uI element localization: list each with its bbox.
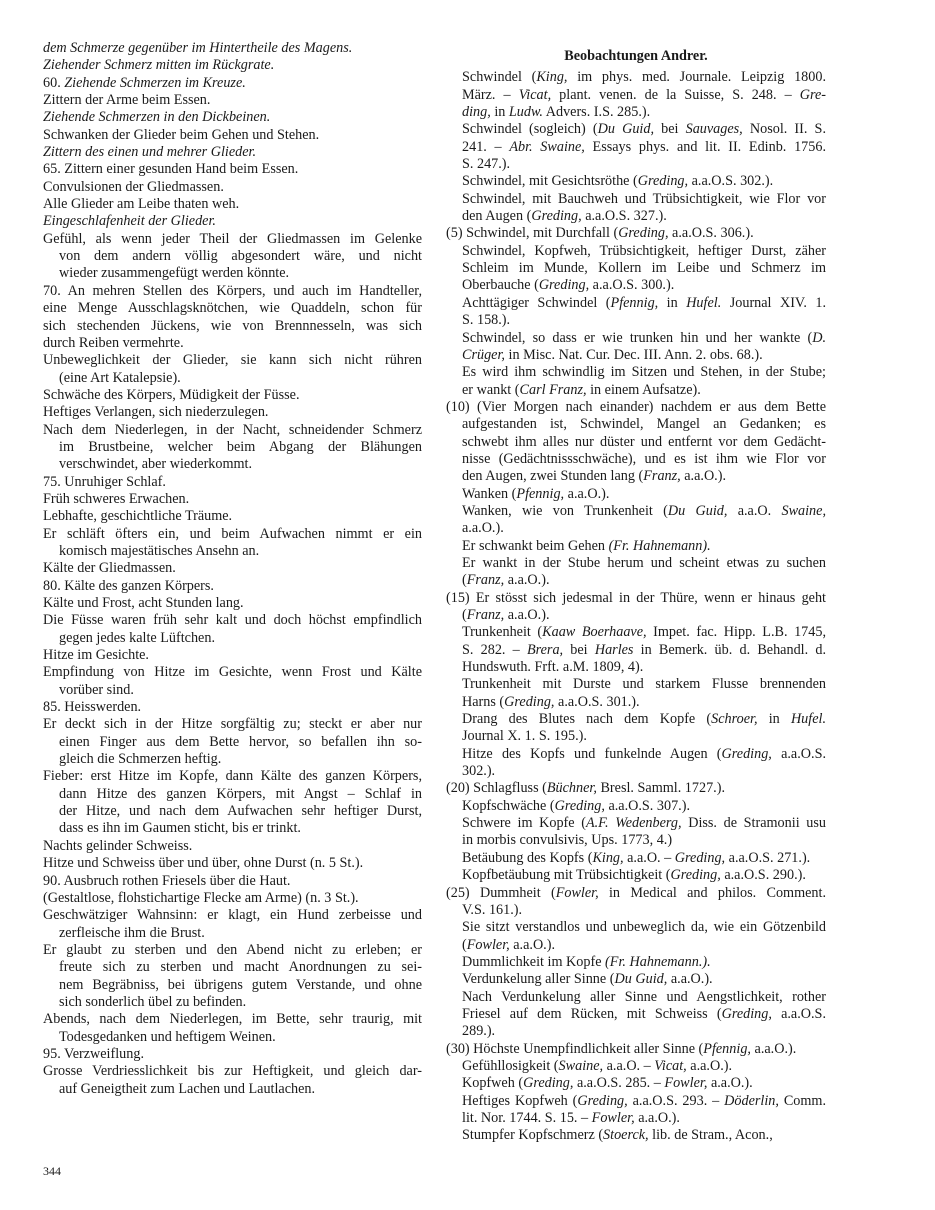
text-line: Sie sitzt verstandlos und unbeweglich da, wie ein Götzenbild: [462, 919, 826, 936]
entry: [446, 850, 826, 867]
entry: [43, 612, 422, 647]
entry: [446, 989, 826, 1041]
text-line: Friesel auf dem Rücken, mit Schweiss (Greding, a.a.O.S.: [462, 1005, 826, 1022]
text-line: (Gestaltlose, flohstichartige Flecke am Arme) (n. 3 St.).: [43, 889, 359, 906]
text-line: Er schläft öfters ein, und beim Aufwachen nimmt er ein: [43, 525, 422, 542]
entry: [43, 907, 422, 942]
left-column: [43, 40, 422, 1098]
text-line: eine Menge Ausschlagsknötchen, wie Quaddeln, schon für: [43, 300, 422, 317]
entry: [43, 352, 422, 387]
text-line: ding, in Ludw. Advers. I.S. 285.).: [462, 104, 651, 121]
entry: [43, 664, 422, 699]
text-line: Hundswuth. Frft. a.M. 1809, 4).: [462, 659, 644, 676]
text-line: Eingeschlafenheit der Glieder.: [43, 213, 216, 230]
text-line: März. – Vicat, plant. venen. de la Suisse, S. 248. – Gre-: [462, 86, 827, 103]
entry: [446, 503, 826, 538]
text-line: dann Hitze des ganzen Körpers, mit Angst – Schlaf in: [59, 785, 422, 802]
text-line: Betäubung des Kopfs (King, a.a.O. – Greding, a.a.O.S. 271.).: [462, 849, 811, 866]
text-line: vorüber sind.: [59, 681, 134, 698]
text-line: sich stechenden Jückens, wie von Brennnesseln, was sich: [43, 317, 422, 334]
text-line: komisch majestätisches Ansehn an.: [59, 542, 260, 559]
entry: [43, 855, 422, 872]
text-line: Hitze im Gesichte.: [43, 647, 149, 664]
text-line: Harns (Greding, a.a.O.S. 301.).: [462, 693, 640, 710]
entry: [446, 1075, 826, 1092]
text-line: 241. – Abr. Swaine, Essays phys. and lit. II. Edinb. 1756.: [462, 138, 826, 155]
text-line: Schleim im Munde, Kollern im Leibe und Schmerz im: [462, 260, 826, 277]
text-line: Schwindel, Kopfweh, Trübsichtigkeit, heftiger Durst, zäher: [462, 242, 826, 259]
text-line: aufgestanden ist, Schwindel, Mangel an Gedanken; es: [462, 416, 826, 433]
right-column-entries: [446, 69, 826, 1144]
text-line: Nach Verdunkelung aller Sinne und Aengstlichkeit, rother: [462, 988, 826, 1005]
entry: [43, 213, 422, 230]
entry: [446, 295, 826, 330]
entry: [446, 1127, 826, 1144]
text-line: Er deckt sich in der Hitze sorgfältig zu; steckt er aber nur: [43, 716, 422, 733]
text-line: Journal X. 1. S. 195.).: [462, 728, 587, 745]
text-line: V.S. 161.).: [462, 901, 523, 918]
numbered-entry: [43, 873, 422, 890]
text-line: (30) Höchste Unempfindlichkeit aller Sinne (Pfennig, a.a.O.).: [446, 1040, 797, 1057]
entry: [43, 1011, 422, 1046]
text-line: den Augen, zwei Stunden lang (Franz, a.a.O.).: [462, 468, 727, 485]
text-line: Achttägiger Schwindel (Pfennig, in Hufel. Journal XIV. 1.: [462, 294, 826, 311]
entry: [446, 555, 826, 590]
entry: [43, 92, 422, 109]
entry: [43, 508, 422, 525]
text-line: Er wankt in der Stube herum und scheint etwas zu suchen: [462, 554, 826, 571]
entry: [446, 173, 826, 190]
text-line: Stumpfer Kopfschmerz (Stoerck, lib. de Stram., Acon.,: [462, 1127, 773, 1144]
text-line: Gefühl, als wenn jeder Theil der Gliedmassen im Gelenke: [43, 230, 422, 247]
entry: [446, 798, 826, 815]
entry: [43, 387, 422, 404]
text-line: (25) Dummheit (Fowler, in Medical and philos. Comment.: [446, 884, 826, 901]
entry: [43, 890, 422, 907]
text-line: (20) Schlagfluss (Büchner, Bresl. Samml. 1727.).: [446, 780, 725, 797]
entry: [43, 838, 422, 855]
text-line: Kopfbetäubung mit Trübsichtigkeit (Greding, a.a.O.S. 290.).: [462, 867, 806, 884]
text-line: Empfindung von Hitze im Gesichte, wenn Frost und Kälte: [43, 664, 422, 681]
text-line: Nachts gelinder Schweiss.: [43, 837, 193, 854]
text-line: Schwanken der Glieder beim Gehen und Stehen.: [43, 126, 320, 143]
text-line: nem Begräbniss, bei übrigens gutem Verstande, und ohne: [59, 976, 422, 993]
text-line: 302.).: [462, 763, 496, 780]
text-line: lit. Nor. 1744. S. 15. – Fowler, a.a.O.).: [462, 1109, 680, 1126]
page-number: 344: [43, 1164, 61, 1178]
entry: [43, 144, 422, 161]
entry: [43, 179, 422, 196]
text-line: Schwere im Kopfe (A.F. Wedenberg, Diss. de Stramonii usu: [462, 815, 826, 832]
text-line: Hitze und Schweiss über und über, ohne Durst (n. 5 St.).: [43, 855, 364, 872]
entry: [446, 954, 826, 971]
text-line: Dummlichkeit im Kopfe (Fr. Hahnemann.).: [462, 953, 711, 970]
text-line: (Franz, a.a.O.).: [462, 607, 550, 623]
text-line: Ziehende Schmerzen in den Dickbeinen.: [43, 109, 271, 126]
text-line: Nach dem Niederlegen, in der Nacht, schneidender Schmerz: [43, 421, 422, 438]
text-line: auf Geneigtheit zum Lachen und Lautlachen.: [59, 1080, 316, 1097]
text-line: (10) (Vier Morgen nach einander) nachdem er aus dem Bette: [446, 398, 826, 415]
numbered-entry: [43, 474, 422, 491]
text-line: 85. Heisswerden.: [43, 699, 142, 716]
text-line: Die Füsse waren früh sehr kalt und doch höchst empfindlich: [43, 612, 422, 629]
entry: [446, 971, 826, 988]
text-line: er wankt (Carl Franz, in einem Aufsatze).: [462, 381, 701, 398]
text-line: Alle Glieder am Leibe thaten weh.: [43, 196, 240, 213]
entry: [446, 243, 826, 295]
entry: [43, 491, 422, 508]
entry: [446, 1093, 826, 1128]
numbered-entry: [43, 283, 422, 352]
text-line: Crüger, in Misc. Nat. Cur. Dec. III. Ann. 2. obs. 68.).: [462, 346, 763, 363]
numbered-entry: [446, 590, 826, 625]
text-line: Kälte und Frost, acht Stunden lang.: [43, 595, 244, 611]
entry: [43, 1063, 422, 1098]
numbered-entry: [43, 1046, 422, 1063]
text-line: S. 158.).: [462, 312, 511, 329]
text-line: (Fowler, a.a.O.).: [462, 936, 556, 953]
text-line: Schwindel, so dass er wie trunken hin und her wankte (D.: [462, 329, 826, 346]
entry: [446, 711, 826, 746]
text-line: a.a.O.).: [462, 520, 504, 537]
numbered-entry: [446, 225, 826, 242]
text-line: Kälte der Gliedmassen.: [43, 560, 176, 577]
text-line: von dem andern völlig abgesondert wäre, und nicht: [59, 248, 422, 265]
entry: [43, 942, 422, 1011]
text-line: verschwindet, aber wiederkommt.: [59, 456, 253, 473]
text-line: Heftiges Kopfweh (Greding, a.a.O.S. 293. – Döderlin, Comm.: [462, 1092, 826, 1109]
entry: [446, 867, 826, 884]
text-line: (eine Art Katalepsie).: [59, 369, 181, 386]
entry: [446, 330, 826, 365]
entry: [43, 196, 422, 213]
text-line: Es wird ihm schwindlig im Sitzen und Stehen, in der Stube;: [462, 364, 826, 381]
text-line: Todesgedanken und heftigem Weinen.: [59, 1028, 276, 1045]
section-heading: Beobachtungen Andrer.: [564, 48, 708, 64]
numbered-entry: [446, 399, 826, 486]
text-line: durch Reiben vermehrte.: [43, 334, 184, 351]
text-line: Er schwankt beim Gehen (Fr. Hahnemann).: [462, 537, 711, 554]
entry: [43, 768, 422, 837]
text-line: Convulsionen der Gliedmassen.: [43, 178, 224, 195]
entry: [446, 121, 826, 173]
text-line: Drang des Blutes nach dem Kopfe (Schroer, in Hufel.: [462, 711, 827, 728]
text-line: Ziehender Schmerz mitten im Rückgrate.: [43, 57, 275, 74]
text-line: Zittern der Arme beim Essen.: [43, 92, 211, 109]
text-line: Geschwätziger Wahnsinn: er klagt, ein Hund zerbeisse und: [43, 907, 422, 924]
text-line: 60. Ziehende Schmerzen im Kreuze.: [43, 74, 246, 91]
text-line: Trunkenheit mit Durste und starkem Flusse brennenden: [462, 676, 826, 693]
text-line: nisse (Gedächtnissschwäche), und es ist ihm wie Flor vor: [462, 450, 826, 467]
text-line: Zittern des einen und mehrer Glieder.: [43, 144, 257, 161]
text-line: 95. Verzweiflung.: [43, 1045, 144, 1062]
entry: [43, 231, 422, 283]
text-line: Kopfschwäche (Greding, a.a.O.S. 307.).: [462, 797, 691, 814]
text-line: Oberbauche (Greding, a.a.O.S. 300.).: [462, 277, 675, 294]
text-line: 80. Kälte des ganzen Körpers.: [43, 577, 214, 594]
text-line: freute sich zu sterben und macht Anordnungen zu sei-: [59, 959, 422, 976]
text-line: S. 282. – Brera, bei Harles in Bemerk. üb. d. Behandl. d.: [462, 641, 826, 658]
entry: [43, 716, 422, 768]
entry: [446, 676, 826, 711]
text-line: Schwindel, mit Gesichtsröthe (Greding, a.a.O.S. 302.).: [462, 173, 774, 190]
entry: [446, 69, 826, 121]
text-line: Heftiges Verlangen, sich niederzulegen.: [43, 404, 269, 421]
entry: [43, 109, 422, 126]
text-line: Grosse Verdriesslichkeit bis zur Heftigkeit, und gleich dar-: [43, 1063, 422, 1080]
text-line: schwebt ihm alles nur düster und entfernt vor dem Gedächt-: [462, 433, 826, 450]
entry: [446, 624, 826, 676]
numbered-entry: [43, 699, 422, 716]
text-line: Unbeweglichkeit der Glieder, sie kann sich nicht rühren: [43, 352, 422, 369]
text-line: Schwindel, mit Bauchweh und Trübsichtigkeit, wie Flor vor: [462, 190, 826, 207]
entry: [446, 364, 826, 399]
text-line: Schwindel (sogleich) (Du Guid, bei Sauvages, Nosol. II. S.: [462, 121, 826, 138]
text-line: Hitze des Kopfs und funkelnde Augen (Greding, a.a.O.S.: [462, 745, 827, 762]
entry: [446, 538, 826, 555]
text-line: einen Finger aus dem Bette hervor, so befallen ihn so-: [59, 733, 422, 750]
numbered-entry: [446, 1041, 826, 1058]
numbered-entry: [43, 578, 422, 595]
text-line: 65. Zittern einer gesunden Hand beim Essen.: [43, 161, 299, 178]
text-line: Abends, nach dem Niederlegen, im Bette, sehr traurig, mit: [43, 1011, 422, 1028]
text-line: Früh schweres Erwachen.: [43, 490, 190, 507]
entry: [43, 422, 422, 474]
entry: [446, 746, 826, 781]
text-line: (15) Er stösst sich jedesmal in der Thüre, wenn er hinaus geht: [446, 589, 826, 606]
entry: [43, 560, 422, 577]
text-line: Trunkenheit (Kaaw Boerhaave, Impet. fac. Hipp. L.B. 1745,: [462, 624, 826, 641]
entry: [43, 526, 422, 561]
text-line: zerfleische ihm die Brust.: [59, 924, 205, 941]
numbered-entry: [43, 75, 422, 92]
entry: [446, 815, 826, 850]
right-column: [446, 40, 826, 1145]
text-line: S. 247.).: [462, 156, 511, 173]
text-line: 70. An mehren Stellen des Körpers, und auch im Handteller,: [43, 282, 422, 299]
entry: [446, 191, 826, 226]
text-line: Lebhafte, geschichtliche Träume.: [43, 508, 233, 525]
entry: [43, 595, 422, 612]
text-line: Schwindel (King, im phys. med. Journale. Leipzig 1800.: [462, 69, 826, 86]
numbered-entry: [446, 780, 826, 797]
text-line: gegen jedes kalte Lüftchen.: [59, 629, 215, 646]
text-line: Kopfweh (Greding, a.a.O.S. 285. – Fowler, a.a.O.).: [462, 1075, 753, 1092]
text-line: Verdunkelung aller Sinne (Du Guid, a.a.O.).: [462, 971, 713, 988]
entry: [43, 404, 422, 421]
numbered-entry: [43, 161, 422, 178]
entry: [43, 647, 422, 664]
text-line: den Augen (Greding, a.a.O.S. 327.).: [462, 208, 667, 225]
text-line: (Franz, a.a.O.).: [462, 572, 550, 589]
entry: [446, 486, 826, 503]
entry: [446, 919, 826, 954]
text-line: Er glaubt zu sterben und den Abend nicht zu erleben; er: [43, 941, 422, 958]
text-line: dass es ihn im Gaumen sticht, bis er trinkt.: [59, 820, 301, 837]
text-line: im Brustbeine, welcher beim Abgang der Blähungen: [59, 438, 422, 455]
text-line: Wanken (Pfennig, a.a.O.).: [462, 485, 610, 502]
text-line: dem Schmerze gegenüber im Hintertheile des Magens.: [43, 40, 353, 56]
numbered-entry: [446, 885, 826, 920]
text-line: 75. Unruhiger Schlaf.: [43, 473, 166, 490]
entry: [43, 127, 422, 144]
text-line: 90. Ausbruch rothen Friesels über die Haut.: [43, 872, 291, 889]
text-line: (5) Schwindel, mit Durchfall (Greding, a.a.O.S. 306.).: [446, 225, 754, 242]
text-line: Fieber: erst Hitze im Kopfe, dann Kälte des ganzen Körpers,: [43, 768, 422, 785]
text-line: Gefühllosigkeit (Swaine, a.a.O. – Vicat, a.a.O.).: [462, 1057, 733, 1074]
entry: [43, 57, 422, 74]
text-line: Schwäche des Körpers, Müdigkeit der Füsse.: [43, 386, 300, 403]
entry: [446, 1058, 826, 1075]
text-line: sich sonderlich übel zu befinden.: [59, 993, 247, 1010]
text-line: gleich die Schmerzen heftig.: [59, 751, 222, 768]
text-line: der Hitze, und nach dem Aufwachen sehr heftiger Durst,: [59, 803, 422, 820]
text-line: wieder zusammengefügt werden könnte.: [59, 265, 290, 282]
text-line: in morbis convulsivis, Ups. 1773, 4.): [462, 832, 673, 849]
entry: [43, 40, 422, 57]
text-line: Wanken, wie von Trunkenheit (Du Guid, a.a.O. Swaine,: [462, 502, 826, 519]
text-line: 289.).: [462, 1023, 496, 1040]
